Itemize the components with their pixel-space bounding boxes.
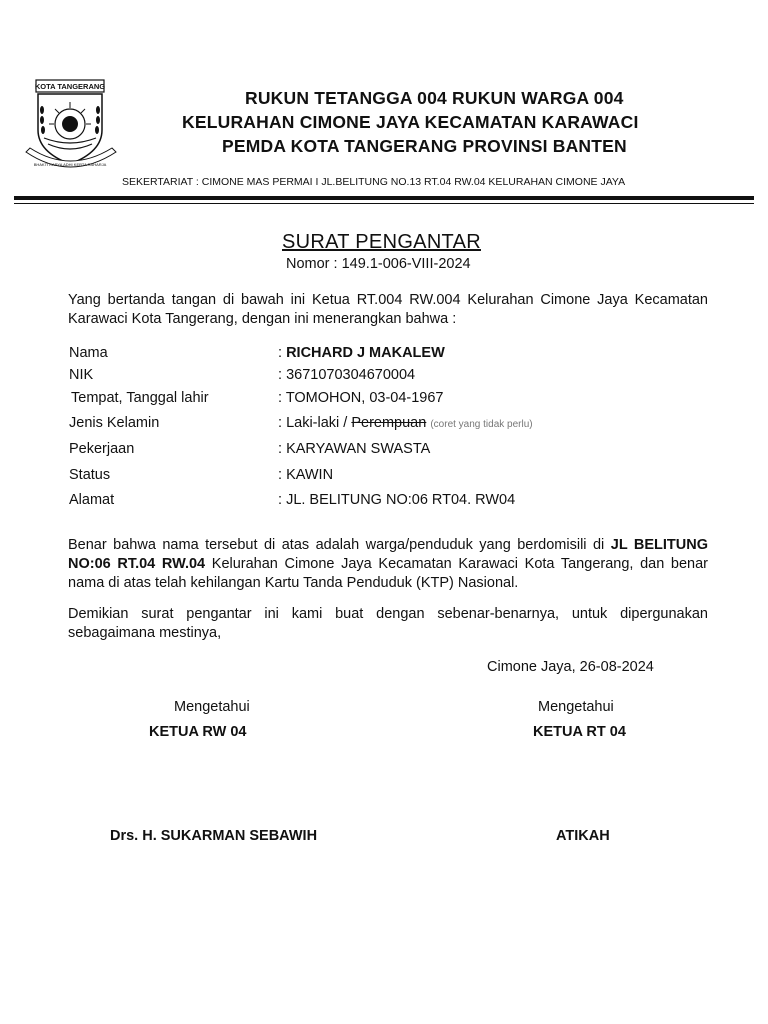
left-signatory-role: KETUA RW 04 [149,724,247,740]
letterhead-line-3: PEMDA KOTA TANGERANG PROVINSI BANTEN [222,136,627,156]
right-signatory-name: ATIKAH [556,828,610,844]
letterhead-line-2: KELURAHAN CIMONE JAYA KECAMATAN KARAWACI [182,112,639,132]
intro-paragraph: Yang bertanda tangan di bawah ini Ketua RT.004 RW.004 Kelurahan Cimone Jaya Kecamatan Karawaci Kota Tangerang, dengan ini menerangkan bahwa : [68,292,708,327]
field-label: Pekerjaan [69,441,135,457]
document-number: Nomor : 149.1-006-VIII-2024 [286,256,471,272]
field-label: Tempat, Tanggal lahir [71,390,209,406]
field-value: : RICHARD J MAKALEW [278,345,445,361]
secretariat-address: SEKERTARIAT : CIMONE MAS PERMAI I JL.BELITUNG NO.13 RT.04 RW.04 KELURAHAN CIMONE JAYA [122,176,626,188]
field-value: : TOMOHON, 03-04-1967 [278,390,444,406]
document-title: SURAT PENGANTAR [282,231,481,253]
letterhead-line-1: RUKUN TETANGGA 004 RUKUN WARGA 004 [245,88,624,108]
field-value: : Laki-laki / Perempuan (coret yang tidak perlu) [278,415,533,431]
field-value: : 3671070304670004 [278,367,416,383]
field-value: : KARYAWAN SWASTA [278,441,431,457]
field-label: Nama [69,345,108,361]
svg-text:KOTA TANGERANG: KOTA TANGERANG [34,82,106,91]
svg-text:BHAKTI KARYA ADHI KERTA RAHARJ: BHAKTI KARYA ADHI KERTA RAHARJA [33,162,107,167]
field-value: : KAWIN [278,467,334,483]
header-divider-thick [14,196,754,200]
field-value: : JL. BELITUNG NO:06 RT04. RW04 [278,492,516,508]
left-signatory-name: Drs. H. SUKARMAN SEBAWIH [110,828,318,844]
field-label: Alamat [69,492,115,508]
closing-paragraph: Demikian surat pengantar ini kami buat dengan sebenar-benarnya, untuk dipergunakan sebagaimana mestinya, [68,606,708,641]
right-acknowledge-label: Mengetahui [538,699,614,715]
right-signatory-role: KETUA RT 04 [533,724,626,740]
field-label: Status [69,467,111,483]
place-date: Cimone Jaya, 26-08-2024 [487,659,654,675]
header-divider-thin [14,203,754,204]
statement-paragraph: Benar bahwa nama tersebut di atas adalah warga/penduduk yang berdomisili di JL BELITUNG NO:06 RT.04 RW.04 Kelurahan Cimone Jaya Kecamatan Karawaci Kota Tangerang, dan benar nama di atas telah kehilangan Kartu Tanda Penduduk (KTP) Nasional. [68,537,709,591]
kota-tangerang-logo [22,78,120,178]
field-label: Jenis Kelamin [69,415,160,431]
field-label: NIK [69,367,94,383]
left-acknowledge-label: Mengetahui [174,699,250,715]
